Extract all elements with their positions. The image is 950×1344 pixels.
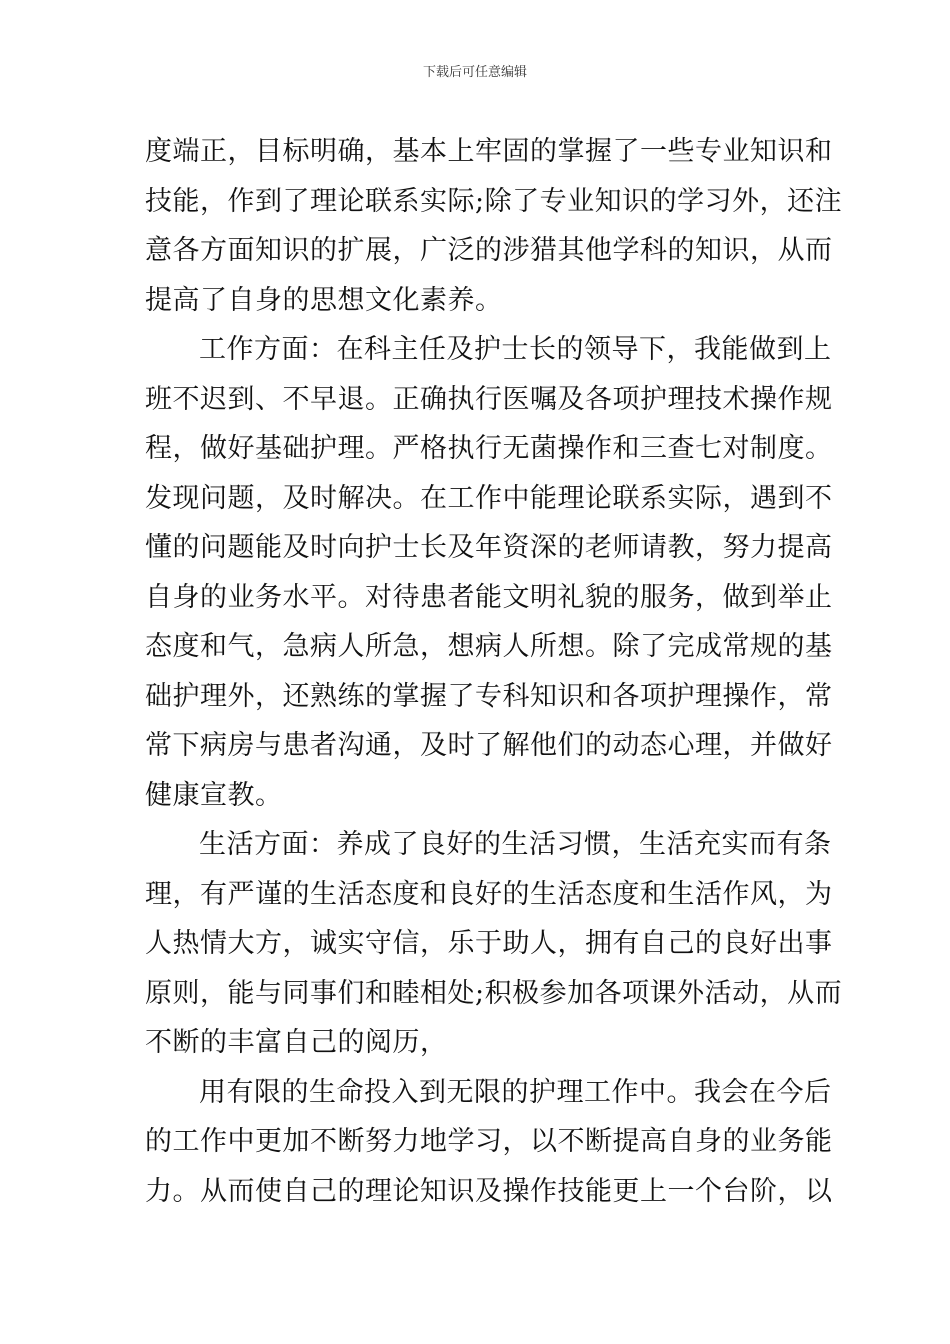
text-line: 健康宣教。: [145, 779, 283, 811]
paragraph-continuation: [145, 127, 843, 325]
text-line: 理，有严谨的生活态度和良好的生活态度和生活作风，为: [145, 878, 833, 910]
text-line: 人热情大方，诚实守信，乐于助人，拥有自己的良好出事: [145, 928, 833, 959]
document-body: [145, 127, 843, 1216]
page-header: 下载后可任意编辑: [422, 65, 527, 80]
text-line: 力。从而使自己的理论知识及操作技能更上一个台阶，以: [145, 1175, 833, 1207]
paragraph-work: [145, 325, 833, 820]
paragraph-future: [145, 1068, 833, 1217]
text-line: 础护理外，还熟练的掌握了专科知识和各项护理操作，常: [145, 680, 833, 712]
text-line: 提高了自身的思想文化素养。: [145, 284, 503, 316]
text-line: 态度和气，急病人所急，想病人所想。除了完成常规的基: [145, 631, 833, 662]
text-line: 常下病房与患者沟通，及时了解他们的动态心理，并做好: [145, 730, 833, 761]
text-line: 用有限的生命投入到无限的护理工作中。我会在今后: [199, 1076, 832, 1108]
text-line: 工作方面：在科主任及护士长的领导下，我能做到上: [199, 334, 832, 365]
text-line: 意各方面知识的扩展，广泛的涉猎其他学科的知识，从而: [145, 235, 833, 266]
text-line: 不断的丰富自己的阅历，: [145, 1027, 448, 1058]
text-line: 程，做好基础护理。严格执行无菌操作和三查七对制度。: [145, 433, 833, 464]
text-line: 度端正，目标明确，基本上牢固的掌握了一些专业知识和: [145, 136, 833, 167]
text-line: 技能，作到了理论联系实际;除了专业知识的学习外，还注: [145, 185, 843, 217]
text-line: 发现问题，及时解决。在工作中能理论联系实际，遇到不: [145, 482, 833, 514]
text-line: 懂的问题能及时向护士长及年资深的老师请教，努力提高: [145, 532, 833, 563]
text-line: 原则，能与同事们和睦相处;积极参加各项课外活动，从而: [145, 977, 843, 1009]
text-line: 生活方面：养成了良好的生活习惯，生活充实而有条: [199, 829, 832, 860]
text-line: 班不迟到、不早退。正确执行医嘱及各项护理技术操作规: [145, 383, 833, 415]
paragraph-life: [145, 820, 843, 1068]
text-line: 自身的业务水平。对待患者能文明礼貌的服务，做到举止: [145, 581, 833, 613]
text-line: 的工作中更加不断努力地学习，以不断提高自身的业务能: [145, 1126, 833, 1157]
